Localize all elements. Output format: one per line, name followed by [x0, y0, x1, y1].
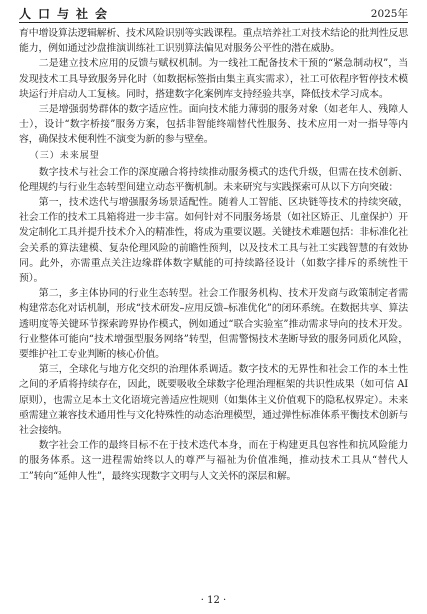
body-paragraph: 三是增强弱势群体的数字适应性。面向技术能力薄弱的服务对象（如老年人、残障人士），设计“数字桥接”服务方案，包括非智能终端替代性服务、技术应用一对一指导等内容，确保技术便利性不演变为新的参与壁垒。	[19, 104, 408, 146]
body-paragraph: 育中增设算法逻辑解析、技术风险识别等实践课程。重点培养社工对技术结论的批判性反思能力，例如通过沙盘推演训练社工识别算法偏见对服务公平性的潜在威胁。	[19, 28, 408, 55]
header-rule	[19, 22, 408, 23]
body-paragraph: 第一，技术迭代与增强服务场景适配性。随着人工智能、区块链等技术的持续突破，社会工作的技术工具箱将进一步丰富。如何针对不同服务场景（如社区矫正、儿童保护）开发定制化工具并提升技术介入的精准性，将成为重要议题。关键技术难题包括：非标准化社会关系的算法建模、复杂伦理风险的前瞻性预判，以及技术工具与社工实践智慧的有效协同。此外，亦需重点关注边缘群体数字赋能的可持续路径设计（如数字排斥的系统性干预）。	[19, 197, 408, 285]
body-paragraph: 二是建立技术应用的反馈与赋权机制。为一线社工配备技术干预的“紧急制动权”，当发现技术工具导致服务异化时（如数据标签指由集主真实需求），社工可依程序暂停技术模块运行并启动人工复核。同时，搭建数字化案例库支持经验共享，降低技术学习成本。	[19, 58, 408, 100]
page-number: · 12 ·	[200, 595, 227, 606]
article-body	[19, 26, 408, 586]
running-header	[19, 4, 408, 22]
issue-year: 2025年	[370, 8, 408, 20]
body-paragraph: 第三，全球化与地方化交织的治理体系调适。数字技术的无界性和社会工作的本土性之间的矛盾将持续存在，因此，既要吸收全球数字伦理治理框架的共识性成果（如可信 AI 原则），也需立足本土文化语境完善适应性规则（如集体主义价值观下的隐私权界定）。未来亟需建立兼容技术通用性与文化特殊性的动态治理模型，通过弹性标准体系平衡技术创新与社会接纳。	[19, 364, 408, 437]
body-paragraph: 数字技术与社会工作的深度融合将持续推动服务模式的迭代升级，但需在技术创新、伦理规约与行业生态转型间建立动态平衡机制。未来研究与实践探索可从以下方向突破：	[19, 166, 408, 193]
body-paragraph: 数字社会工作的最终目标不在于技术迭代本身，而在于构建更具包容性和抗风险能力的服务体系。这一进程需始终以人的尊严与福祉为价值准绳，推动技术工具从“替代人工”转向“延伸人性”，最终实现数字文明与人文关怀的深层和解。	[19, 440, 408, 482]
section-heading: （三）未来展望	[29, 150, 100, 161]
body-paragraph: 第二，多主体协同的行业生态转型。社会工作服务机构、技术开发商与政策制定者需构建常态化对话机制，形成“技术研发–应用反馈–标准优化”的闭环系统。在数据共享、算法透明度等关键环节探索跨界协作模式，例如通过“联合实验室”推动需求导向的技术开发。行业整体可能向“技术增强型服务网络”转型，但需警惕技术垄断导致的服务同质化风险，要维护社工专业判断的核心价值。	[19, 288, 408, 361]
journal-title: 人口与社会	[19, 7, 115, 21]
